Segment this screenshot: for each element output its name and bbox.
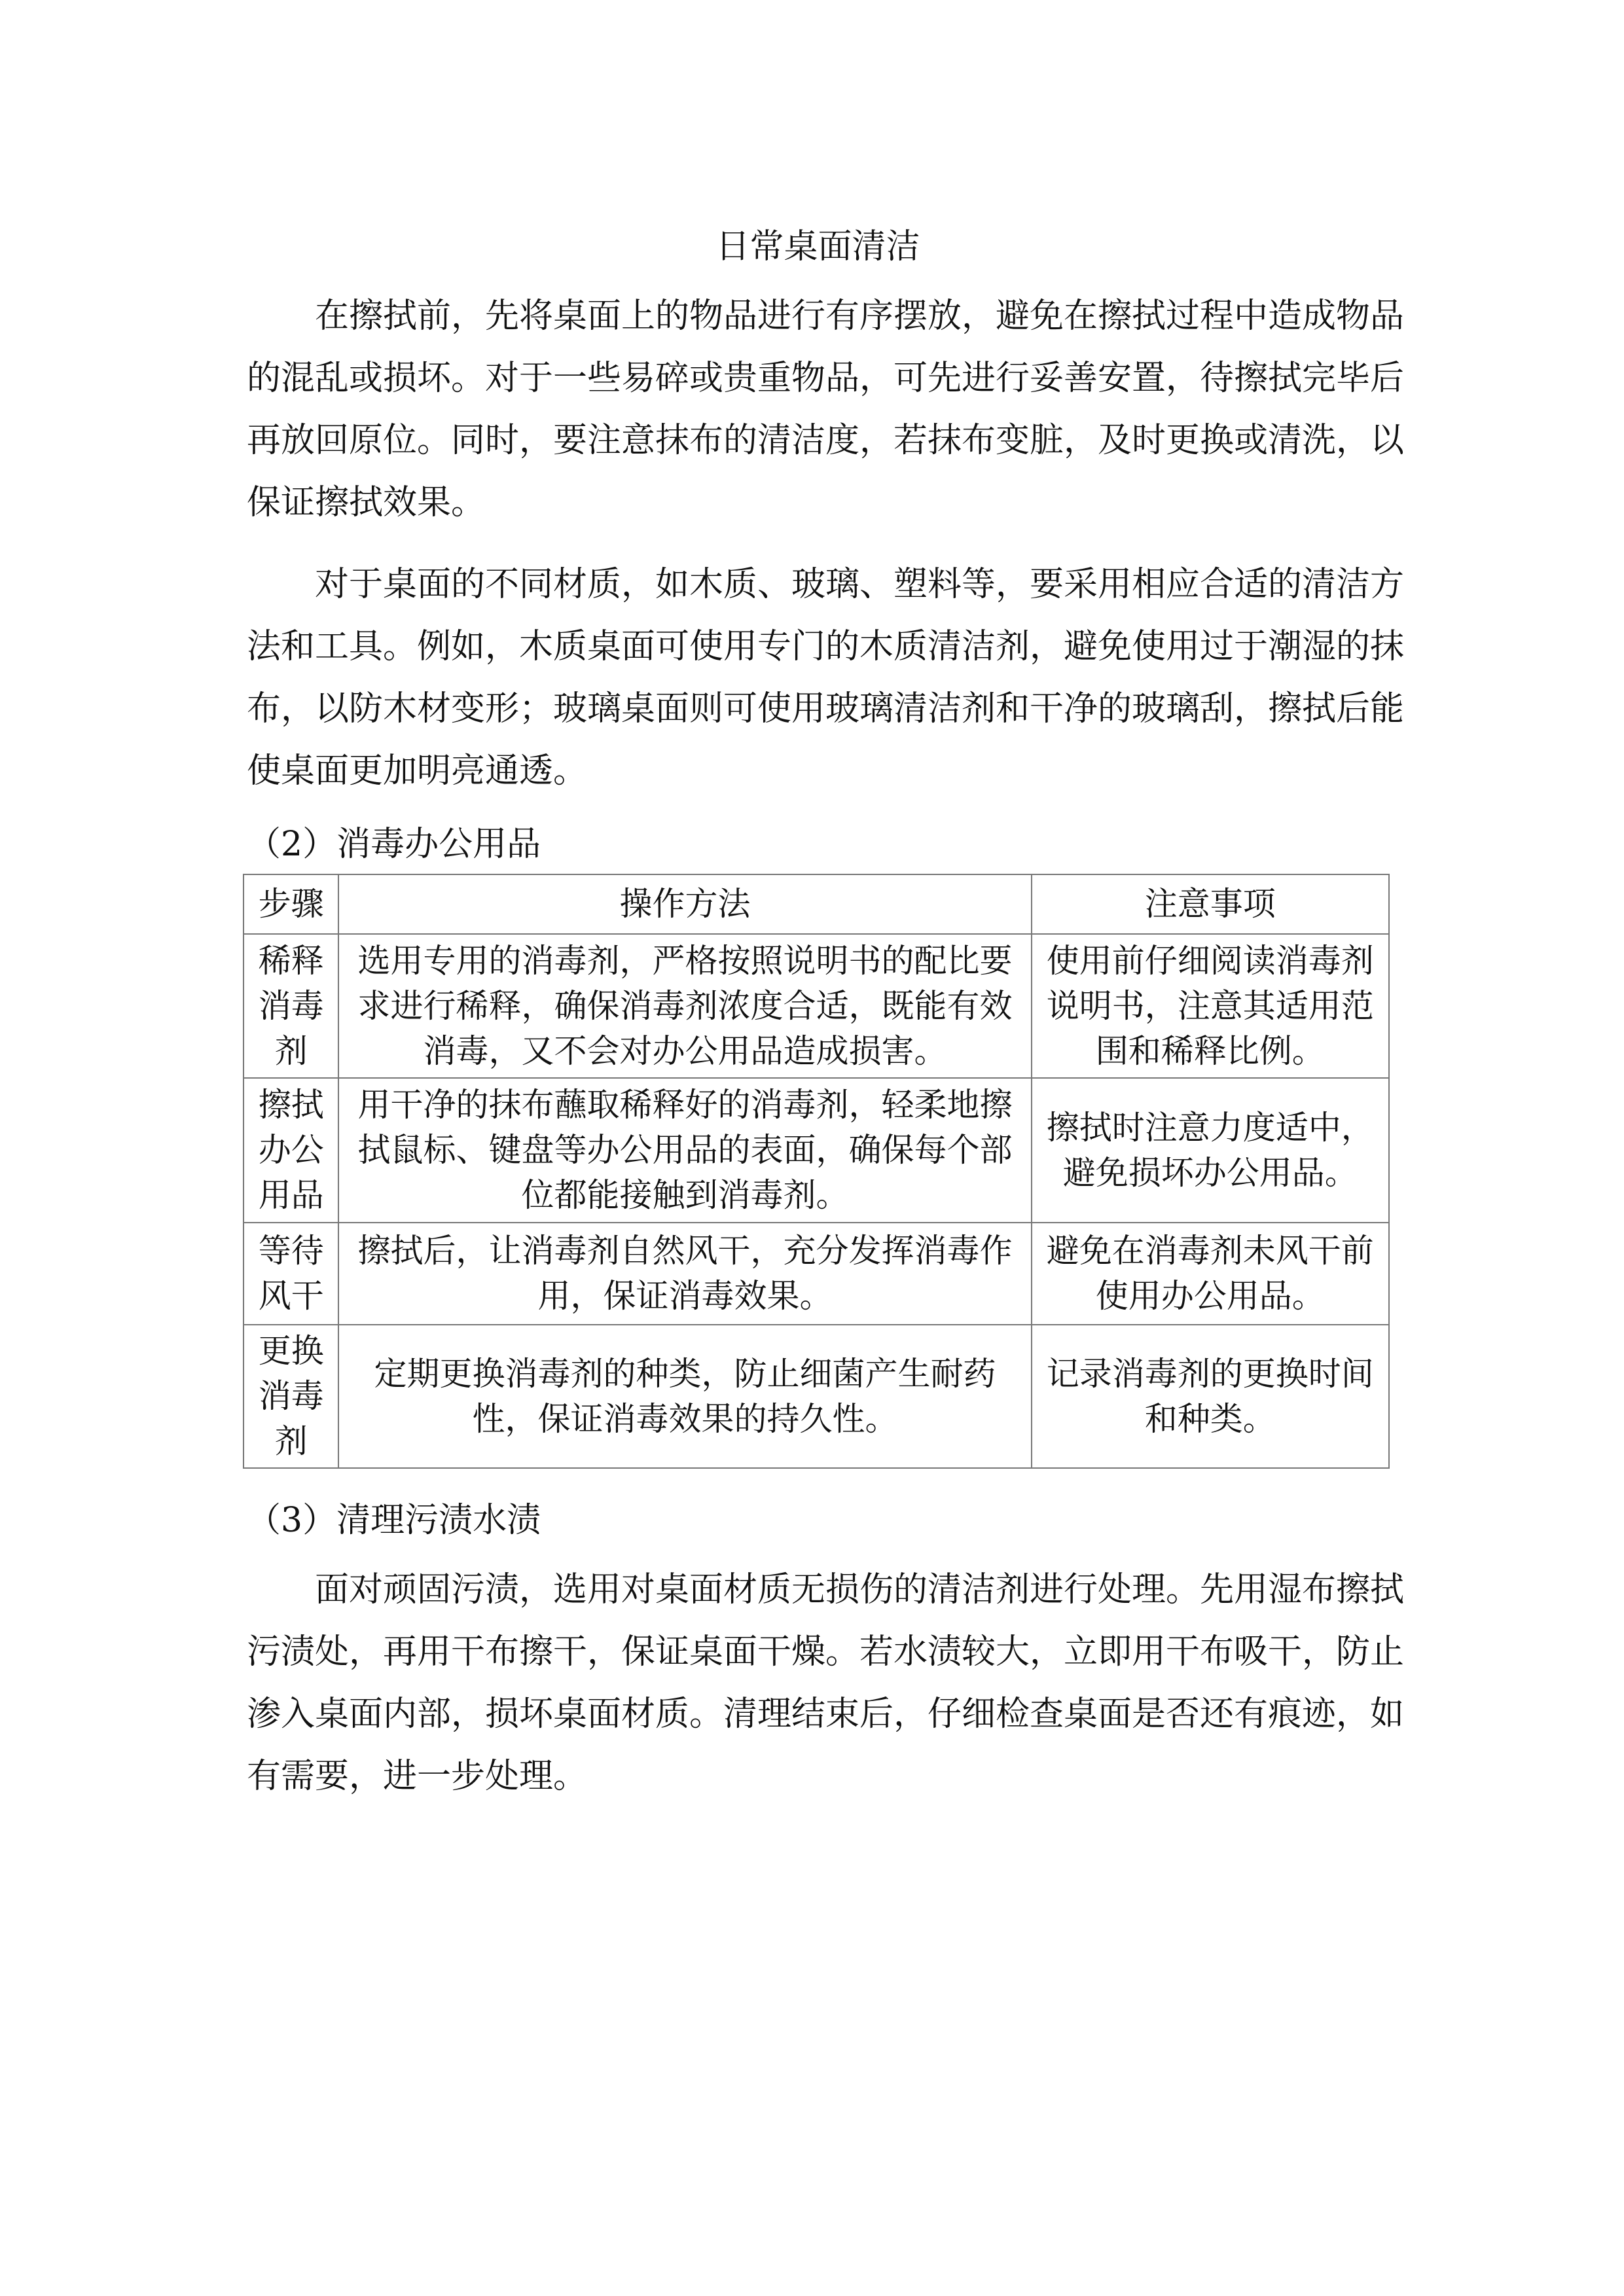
cell-line: 擦拭 [258,1086,324,1124]
cell-line: 消毒，又不会对办公用品造成损害。 [423,1031,947,1070]
cell-line: 擦拭时注意力度适中， [1046,1108,1374,1147]
cell-line: 选用专用的消毒剂，严格按照说明书的配比要 [357,941,1013,980]
disinfection-table [243,874,1390,1469]
table-cell-method [338,934,1031,1078]
section-heading-2: （2）消毒办公用品 [247,825,541,864]
cell-line: 使用前仔细阅读消毒剂 [1046,941,1374,980]
table-cell-method [338,1325,1031,1468]
cell-line: 擦拭后，让消毒剂自然风干，充分发挥消毒作 [357,1232,1013,1270]
table-row [244,1325,1389,1468]
table-cell-note [1032,934,1389,1078]
table-header-cell: 步骤 [244,874,338,934]
cell-line: 说明书，注意其适用范 [1046,986,1374,1025]
paragraph-line: 渗入桌面内部，损坏桌面材质。清理结束后，仔细检查桌面是否还有痕迹，如 [247,1695,1405,1734]
cell-line: 使用办公用品。 [1095,1277,1325,1315]
paragraph-line: 保证擦拭效果。 [247,483,486,522]
paragraph-line: 面对顽固污渍，选用对桌面材质无损伤的清洁剂进行处理。先用湿布擦拭 [315,1570,1405,1609]
paragraph-3 [247,1559,1405,1808]
table-row [244,1223,1389,1325]
paragraph-line: 有需要，进一步处理。 [247,1757,588,1796]
cell-line: 剂 [274,1031,308,1070]
cell-line: 性，保证消毒效果的持久性。 [472,1399,898,1438]
paragraph-line: 法和工具。例如，木质桌面可使用专门的木质清洁剂，避免使用过于潮湿的抹 [247,627,1405,666]
cell-line: 用，保证消毒效果。 [537,1277,833,1315]
cell-line: 用干净的抹布蘸取稀释好的消毒剂，轻柔地擦 [357,1086,1013,1124]
paragraph-line: 再放回原位。同时，要注意抹布的清洁度，若抹布变脏，及时更换或清洗，以 [247,421,1405,460]
table-row [244,1078,1389,1223]
section-heading-3: （3）清理污渍水渍 [247,1501,541,1540]
paragraph-line: 污渍处，再用干布擦干，保证桌面干燥。若水渍较大，立即用干布吸干，防止 [247,1632,1405,1672]
paragraph-line: 布，以防木材变形；玻璃桌面则可使用玻璃清洁剂和干净的玻璃刮，擦拭后能 [247,689,1405,728]
paragraph-line: 对于桌面的不同材质，如木质、玻璃、塑料等，要采用相应合适的清洁方 [315,565,1405,604]
paragraph-line: 在擦拭前，先将桌面上的物品进行有序摆放，避免在擦拭过程中造成物品 [315,296,1405,336]
table-cell-step [244,1223,338,1325]
table-row [244,934,1389,1078]
cell-line: 避免损坏办公用品。 [1062,1153,1358,1192]
page-title: 日常桌面清洁 [715,227,920,266]
paragraph-2 [247,554,1405,802]
table-cell-method [338,1223,1031,1325]
paragraph-line: 的混乱或损坏。对于一些易碎或贵重物品，可先进行妥善安置，待擦拭完毕后 [247,359,1405,398]
cell-line: 等待 [258,1232,324,1270]
table-header-row [244,874,1389,934]
table-cell-step [244,934,338,1078]
table-cell-note [1032,1325,1389,1468]
table-cell-step [244,1325,338,1468]
cell-line: 定期更换消毒剂的种类，防止细菌产生耐药 [374,1354,996,1393]
cell-line: 围和稀释比例。 [1095,1031,1325,1070]
cell-line: 避免在消毒剂未风干前 [1046,1232,1374,1270]
cell-line: 和种类。 [1144,1399,1276,1438]
table-cell-note [1032,1078,1389,1223]
cell-line: 更换 [258,1332,324,1370]
cell-line: 稀释 [258,941,324,980]
cell-line: 记录消毒剂的更换时间 [1046,1354,1374,1393]
cell-line: 剂 [274,1422,308,1460]
cell-line: 拭鼠标、键盘等办公用品的表面，确保每个部 [357,1131,1013,1169]
table-cell-note [1032,1223,1389,1325]
table-header-cell: 操作方法 [338,874,1031,934]
paragraph-1 [247,285,1405,534]
cell-line: 消毒 [258,1377,324,1415]
cell-line: 位都能接触到消毒剂。 [521,1176,849,1214]
paragraph-line: 使桌面更加明亮通透。 [247,751,588,791]
table-header-cell: 注意事项 [1032,874,1389,934]
cell-line: 用品 [258,1176,324,1214]
table-cell-method [338,1078,1031,1223]
cell-line: 办公 [258,1131,324,1169]
table-cell-step [244,1078,338,1223]
cell-line: 风干 [258,1277,324,1315]
cell-line: 求进行稀释，确保消毒剂浓度合适，既能有效 [357,986,1013,1025]
cell-line: 消毒 [258,986,324,1025]
